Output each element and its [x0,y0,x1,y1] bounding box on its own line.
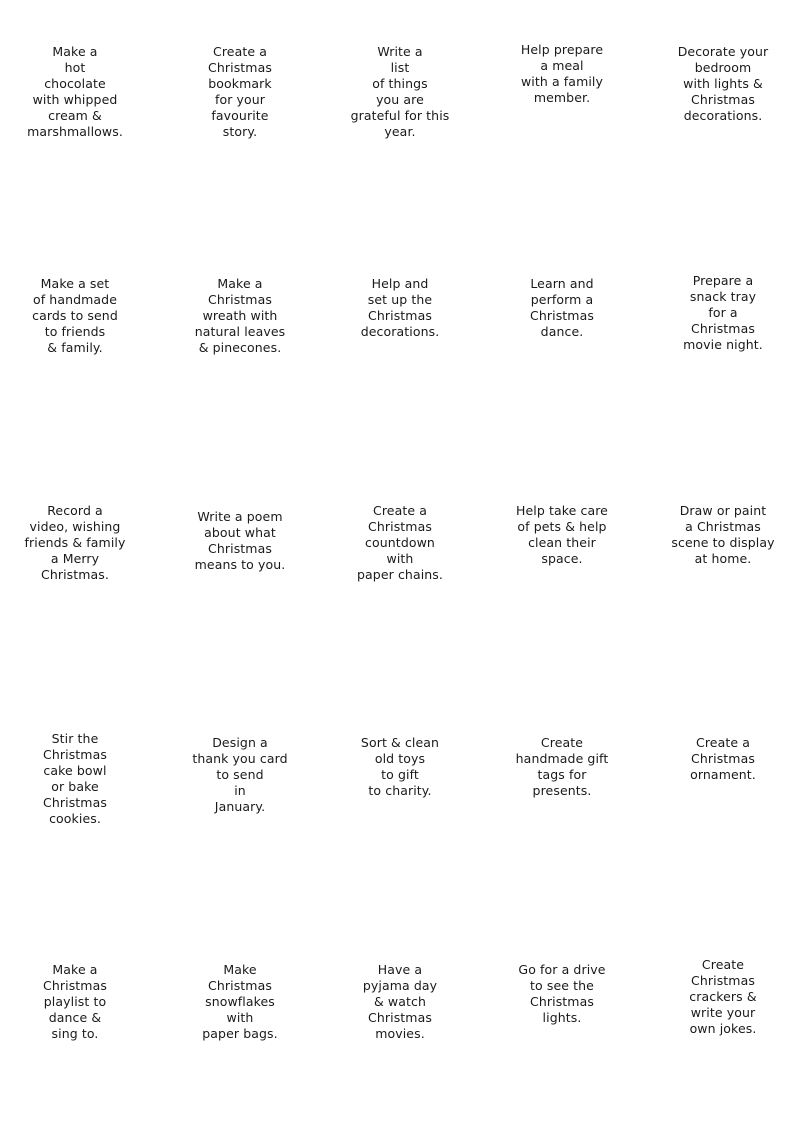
activity-card [325,276,475,340]
card-line: Make a set [40,276,110,291]
card-line: to send [216,767,264,782]
card-line: story. [222,124,258,139]
card-line: Make a [52,44,98,59]
card-line: to friends [44,324,106,339]
card-line: decorations. [360,324,440,339]
card-line: sing to. [51,1026,99,1041]
activity-card [165,509,315,573]
card-line: ornament. [690,767,756,782]
card-line: about what [204,525,276,540]
card-line: dance & [48,1010,102,1025]
card-line: Go for a drive [518,962,606,977]
activity-card [487,962,637,1026]
card-line: Christmas [691,751,755,766]
card-line: Help prepare [520,42,604,57]
card-line: Help and [371,276,429,291]
card-line: of handmade [32,292,118,307]
card-line: you are [376,92,424,107]
card-line: cream & [48,108,102,123]
activity-card [487,276,637,340]
card-line: Christmas [208,60,272,75]
card-line: a meal [540,58,584,73]
card-line: Have a [377,962,423,977]
card-line: Create [701,957,745,972]
card-line: with a family [520,74,603,89]
card-line: for your [214,92,266,107]
card-line: cookies. [49,811,101,826]
card-line: bookmark [208,76,272,91]
card-line: favourite [211,108,269,123]
activity-card [0,731,150,827]
activity-card [325,735,475,799]
card-line: of pets & help [517,519,607,534]
card-line: means to you. [194,557,286,572]
card-line: year. [384,124,416,139]
card-line: playlist to [43,994,107,1009]
card-line: Christmas [530,994,594,1009]
card-line: old toys [374,751,426,766]
activity-card [0,503,150,583]
activity-card [165,962,315,1042]
card-line: lights. [542,1010,582,1025]
card-line: Christmas [43,795,107,810]
card-line: cards to send [32,308,118,323]
card-line: Create a [373,503,427,518]
activity-card [325,44,475,140]
card-line: Christmas. [41,567,109,582]
card-line: to gift [381,767,419,782]
card-line: hot [64,60,86,75]
card-line: Make [223,962,257,977]
card-line: in [234,783,246,798]
card-line: Stir the [51,731,99,746]
card-line: for a [708,305,738,320]
card-line: snowflakes [205,994,275,1009]
card-line: Make a [52,962,98,977]
card-line: member. [533,90,591,105]
card-line: bedroom [694,60,752,75]
card-line: Create [540,735,584,750]
card-line: snack tray [689,289,757,304]
card-line: paper chains. [357,567,443,582]
card-line: a Merry [50,551,100,566]
card-line: decorations. [683,108,763,123]
card-line: Sort & clean [360,735,440,750]
card-line: with [226,1010,254,1025]
card-line: Christmas [208,978,272,993]
activity-card [165,44,315,140]
card-line: or bake [51,779,99,794]
card-line: dance. [540,324,584,339]
card-line: with [386,551,414,566]
activity-card [0,962,150,1042]
activity-card [0,276,150,356]
card-line: & watch [374,994,426,1009]
activity-card [648,735,798,783]
card-line: Create a [696,735,750,750]
card-line: Christmas [368,1010,432,1025]
card-line: video, wishing [29,519,121,534]
card-line: paper bags. [202,1026,278,1041]
card-line: scene to display [671,535,775,550]
activity-card [487,42,637,106]
card-line: write your [690,1005,756,1020]
card-line: pyjama day [362,978,438,993]
activity-card [325,962,475,1042]
activity-card [487,735,637,799]
card-line: Create a [213,44,267,59]
card-line: marshmallows. [27,124,123,139]
card-line: grateful for this [350,108,450,123]
card-line: Design a [212,735,268,750]
activity-card [0,44,150,140]
card-line: Christmas [691,321,755,336]
card-line: cake bowl [43,763,107,778]
card-line: Make a [217,276,263,291]
card-line: set up the [367,292,433,307]
card-line: Prepare a [692,273,754,288]
card-line: movie night. [683,337,763,352]
card-line: Decorate your [677,44,769,59]
card-line: & family. [47,340,103,355]
card-line: wreath with [202,308,278,323]
card-line: own jokes. [689,1021,757,1036]
card-line: space. [541,551,583,566]
card-line: at home. [694,551,752,566]
activity-card [165,735,315,815]
card-line: a Christmas [685,519,761,534]
card-line: Christmas [208,292,272,307]
card-line: to see the [530,978,594,993]
card-line: crackers & [689,989,757,1004]
card-line: to charity. [368,783,432,798]
activity-card [648,44,798,124]
card-line: list [390,60,410,75]
card-line: Christmas [691,92,755,107]
card-line: Draw or paint [679,503,767,518]
card-line: Help take care [516,503,608,518]
card-line: with whipped [32,92,118,107]
card-line: clean their [528,535,596,550]
card-line: Record a [47,503,103,518]
card-line: Christmas [208,541,272,556]
card-line: Christmas [368,519,432,534]
card-line: Learn and [530,276,594,291]
card-line: tags for [537,767,587,782]
card-line: Christmas [691,973,755,988]
card-line: thank you card [192,751,288,766]
card-line: January. [214,799,266,814]
card-line: presents. [532,783,592,798]
card-line: Write a poem [197,509,283,524]
card-line: Christmas [43,978,107,993]
activity-card [648,957,798,1037]
activity-card [325,503,475,583]
card-line: countdown [365,535,435,550]
card-line: of things [372,76,428,91]
card-line: with lights & [683,76,763,91]
card-line: & pinecones. [198,340,282,355]
card-line: perform a [530,292,594,307]
card-line: friends & family [24,535,126,550]
card-line: Christmas [368,308,432,323]
card-line: movies. [375,1026,425,1041]
activity-card [487,503,637,567]
activity-card [165,276,315,356]
card-line: Write a [377,44,423,59]
card-line: Christmas [43,747,107,762]
card-line: chocolate [44,76,106,91]
activity-card [648,273,798,353]
card-line: natural leaves [194,324,286,339]
card-line: handmade gift [515,751,609,766]
activity-card [648,503,798,567]
card-line: Christmas [530,308,594,323]
